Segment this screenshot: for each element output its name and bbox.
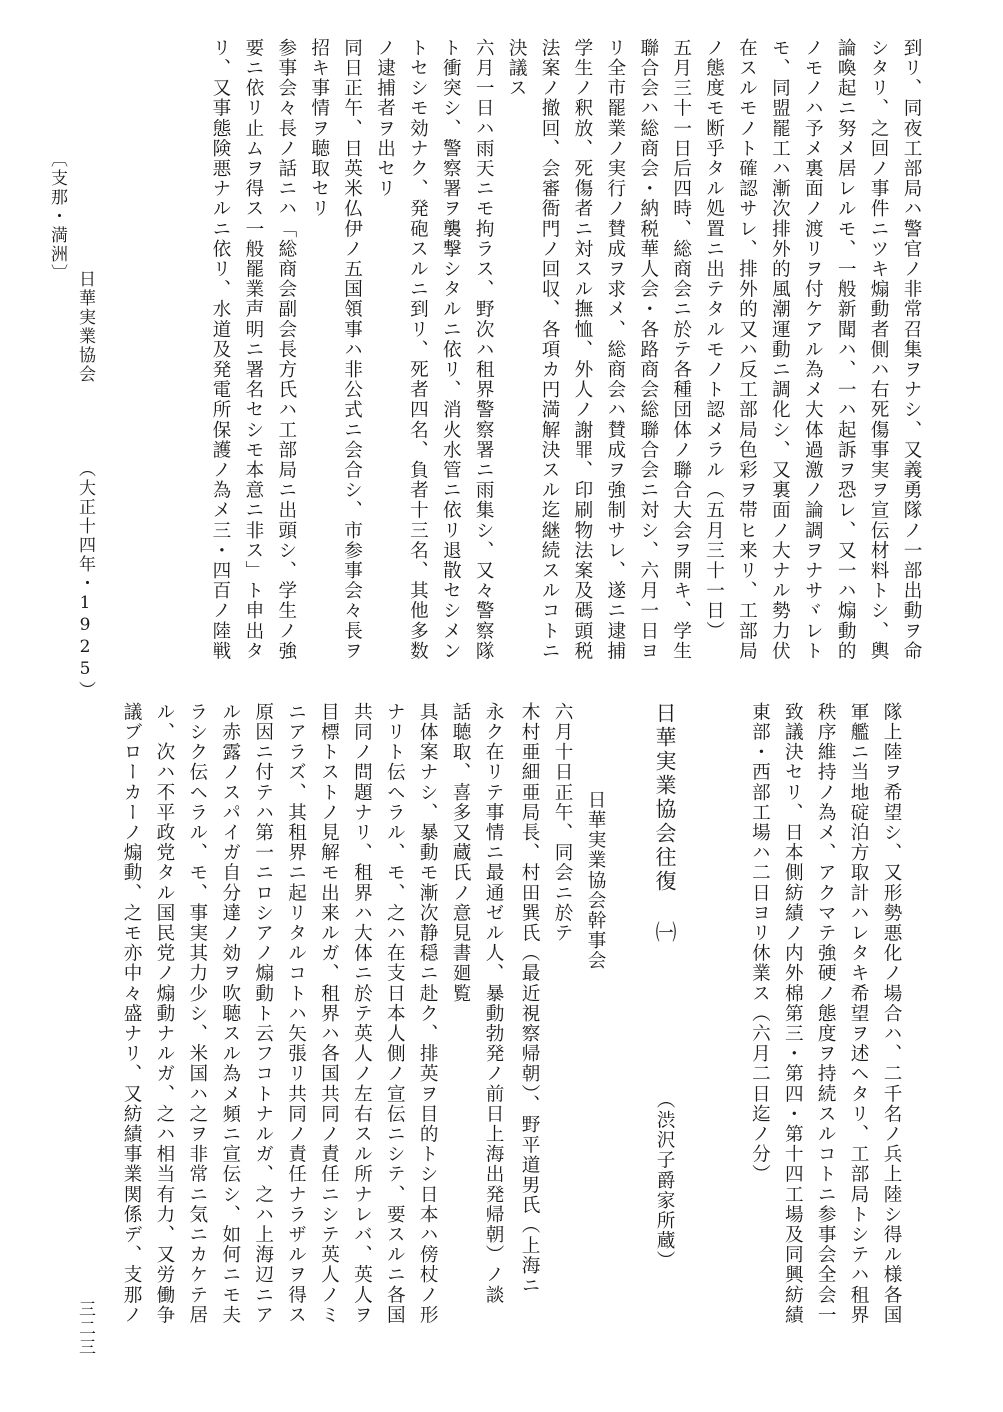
text-line: 目標トストノ見解モ出来ルガ、租界ハ各国共同ノ責任ニシテ英人ノミ xyxy=(318,702,340,1326)
text-line: トセシモ効ナク、発砲スルニ到リ、死者四名、負者十三名、其他多数 xyxy=(407,38,429,662)
text-line: 要ニ依リ止ムヲ得ス一般罷業声明ニ署名セシモ本意ニ非ス」ト申出タ xyxy=(242,38,264,662)
text-line: リ全市罷業ノ実行ノ賛成ヲ求メ、総商会ハ賛成ヲ強制サレ、遂ニ逮捕 xyxy=(604,38,626,662)
text-line: 原因ニ付テハ第一ニロシアノ煽動ト云フコトナルガ、之ハ上海辺ニア xyxy=(252,702,274,1326)
text-line: 五月三十一日后四時、総商会ニ於テ各種団体ノ聯合大会ヲ開キ、学生 xyxy=(670,38,692,662)
attendees-line: 木村亜細亜局長、村田巽氏（最近視察帰朝）、野平道男氏（上海ニ xyxy=(519,702,540,1296)
text-line: 学生ノ釈放、死傷者ニ対スル撫恤、外人ノ謝罪、印刷物法案及碼頭税 xyxy=(571,38,593,662)
text-line: ル、次ハ不平政党タル国民党ノ煽動ナルガ、之ハ相当有力、又労働争 xyxy=(153,702,175,1326)
text-line: ニアラズ、其租界ニ起リタルコトハ矢張リ共同ノ責任ナラザルヲ得ス xyxy=(285,702,307,1326)
text-line: 致議決セリ、日本側紡績ノ内外棉第三・第四・第十四工場及同興紡績 xyxy=(782,702,804,1326)
text-line: リ、又事態険悪ナルニ依リ、水道及発電所保護ノ為メ三・四百ノ陸戦 xyxy=(209,38,231,662)
text-line: 共同ノ問題ナリ、租界ハ大体ニ於テ英人ノ左右スル所ナレバ、英人ヲ xyxy=(351,702,373,1326)
footer-year: （大正十四年・1925） xyxy=(75,460,95,700)
text-line: 軍艦ニ当地碇泊方取計ハレタキ希望ヲ述ヘタリ、工部局トシテハ租界 xyxy=(848,702,870,1326)
text-line: ト衝突シ、警察署ヲ襲撃シタルニ依リ、消火水管ニ依リ退散セシメン xyxy=(440,38,462,662)
text-line: 招キ事情ヲ聴取セリ xyxy=(308,38,330,219)
text-line: ノ逮捕者ヲ出セリ xyxy=(374,38,396,199)
text-line: ル赤露ノスパイガ自分達ノ効ヲ吹聴スル為メ頻ニ宣伝シ、如何ニモ夫 xyxy=(219,702,241,1326)
text-line: ナリト伝ヘラル、モ、之ハ在支日本人側ノ宣伝ニシテ、要スルニ各国 xyxy=(384,702,406,1326)
text-line: 決議ス xyxy=(506,38,528,99)
upper-text-block xyxy=(203,38,927,678)
footer-org: 日華実業協会 xyxy=(75,270,95,384)
text-line: モ、同盟罷工ハ漸次排外的風潮運動ニ調化シ、又裏面ノ大ナル勢力伏 xyxy=(769,38,791,662)
text-line: 在スルモノト確認サレ、排外的又ハ反工部局色彩ヲ帯ヒ来リ、工部局 xyxy=(736,38,758,662)
text-line: ラシク伝ヘラル、モ、事実其力少シ、米国ハ之ヲ非常ニ気ニカケテ居 xyxy=(186,702,208,1326)
text-line: 東部・西部工場ハ二日ヨリ休業ス（六月二日迄ノ分） xyxy=(749,702,771,1185)
source-note: （渋沢子爵家所蔵） xyxy=(654,1090,675,1271)
text-line: 隊上陸ヲ希望シ、又形勢悪化ノ場合ハ、二千名ノ兵上陸シ得ル様各国 xyxy=(881,702,902,1326)
date-line: 六月十日正午、同会ニ於テ xyxy=(552,702,573,944)
text-line: 論喚起ニ努メ居レルモ、一般新聞ハ、一ハ起訴ヲ恐レ、又一ハ煽動的 xyxy=(835,38,857,662)
footer-region: 〔支那・満洲〕 xyxy=(47,150,67,283)
lower-body-block xyxy=(114,702,509,1340)
text-line: 永ク在リテ事情ニ最通ゼル人、暴動勃発ノ前日上海出発帰朝）ノ談 xyxy=(483,702,504,1305)
text-line: 同日正午、日英米仏伊ノ五国領事ハ非公式ニ会合シ、市参事会々長ヲ xyxy=(341,38,363,662)
section-title: 日華実業協会往復 ㈠ xyxy=(653,702,677,945)
text-line: 聯合会ハ総商会・納税華人会・各路商会総聯合会ニ対シ、六月一日ヨ xyxy=(637,38,659,662)
text-line: 参事会々長ノ話ニハ「総商会副会長方氏ハ工部局ニ出頭シ、学生ノ強 xyxy=(275,38,297,662)
text-line: 具体案ナシ、暴動モ漸次静穏ニ赴ク、排英ヲ目的トシ日本ハ傍杖ノ形 xyxy=(417,702,439,1326)
sender-line: 日華実業協会幹事会 xyxy=(585,790,606,971)
text-line: 六月一日ハ雨天ニモ拘ラス、野次ハ租界警察署ニ雨集シ、又々警察隊 xyxy=(473,38,495,662)
text-line: 話聴取、喜多又蔵氏ノ意見書廻覧 xyxy=(450,702,472,1004)
text-line: シタリ、之回ノ事件ニツキ煽動者側ハ右死傷事実ヲ宣伝材料トシ、輿 xyxy=(868,38,890,662)
text-line: 法案ノ撤回、会審衙門ノ回収、各項カ円満解決スル迄継続スルコトニ xyxy=(539,38,561,662)
text-line: 議ブローカーノ煽動、之モ亦中々盛ナリ、又紡績事業関係デ、支那ノ xyxy=(121,702,143,1326)
lower-continuation-block xyxy=(742,702,907,1340)
text-line: ノ態度モ断乎タル処置ニ出テタルモノト認メラル（五月三十一日） xyxy=(703,38,725,641)
text-line: ノモノハ予メ裏面ノ渡リヲ付ケアル為メ大体過激ノ論調ヲナサヾレト xyxy=(802,38,824,662)
text-line: 秩序維持ノ為メ、アクマテ強硬ノ態度ヲ持続スルコトニ参事会全会一 xyxy=(815,702,837,1326)
text-line: 到リ、同夜工部局ハ警官ノ非常召集ヲナシ、又義勇隊ノ一部出動ヲ命 xyxy=(901,38,922,662)
page-number: 三二三 xyxy=(75,1300,95,1357)
